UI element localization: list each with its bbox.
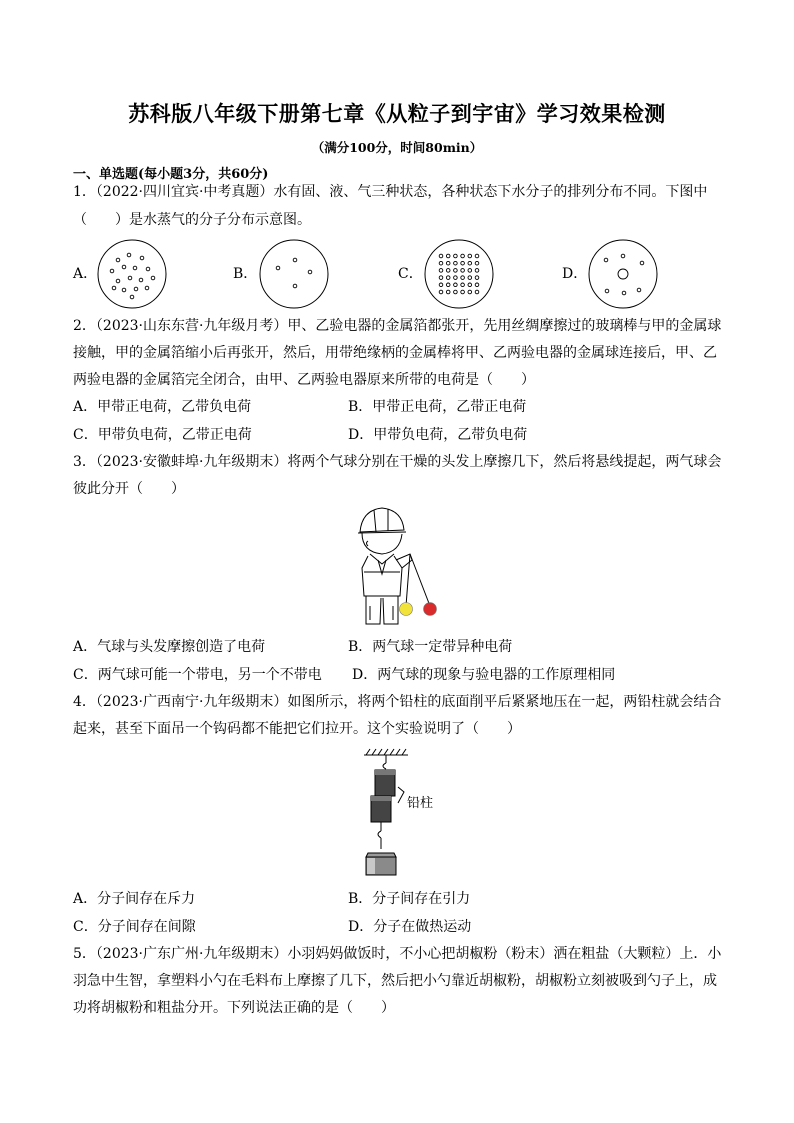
lattice-molecule	[468, 261, 472, 265]
lattice-molecule	[475, 254, 479, 258]
page-subtitle: （满分100分，时间80min）	[311, 140, 483, 155]
q5-stem-line3: 功将胡椒粉和粗盐分开。下列说法正确的是（ ）	[73, 1000, 395, 1016]
lattice-molecule	[468, 290, 472, 294]
q3-option-a: A．气球与头发摩擦创造了电荷	[73, 639, 266, 655]
section-heading: 一、单选题(每小题3分，共60分)	[73, 167, 269, 182]
q2-option-d: D．甲带负电荷，乙带负电荷	[348, 427, 528, 443]
lattice-molecule	[461, 290, 465, 294]
lattice-molecule	[454, 276, 458, 280]
page-title: 苏科版八年级下册第七章《从粒子到宇宙》学习效果检测	[128, 102, 666, 126]
lattice-molecule	[446, 283, 450, 287]
q4-option-b: B．分子间存在引力	[348, 891, 471, 907]
q3-option-b: B．两气球一定带异种电荷	[348, 639, 513, 655]
q2-stem-line3: 两验电器的金属箔完全闭合，由甲、乙两验电器原来所带的电荷是（ ）	[73, 372, 535, 388]
lattice-molecule	[454, 283, 458, 287]
lattice-molecule	[446, 254, 450, 258]
lattice-molecule	[439, 276, 443, 280]
lattice-molecule	[446, 290, 450, 294]
lattice-molecule	[461, 254, 465, 258]
lattice-molecule	[468, 283, 472, 287]
lattice-molecule	[468, 276, 472, 280]
lattice-molecule	[468, 254, 472, 258]
q5-stem-line2: 羽急中生智，拿塑料小勺在毛料布上摩擦了几下，然后把小勺靠近胡椒粉，胡椒粉立刻被吸到勺子上，成	[73, 973, 717, 989]
q1-figure-d-molecules	[587, 238, 659, 310]
lattice-molecule	[461, 283, 465, 287]
q1-option-b-label: B．	[233, 266, 258, 282]
lattice-molecule	[475, 276, 479, 280]
q1-figure-a-liquid-molecules	[96, 238, 168, 310]
q1-option-d-label: D．	[562, 266, 588, 282]
lattice-molecule	[454, 254, 458, 258]
lattice-molecule	[461, 261, 465, 265]
q1-stem-line2: （ ）是水蒸气的分子分布示意图。	[73, 212, 311, 228]
lattice-molecule	[439, 283, 443, 287]
q4-figure-lead-cylinders	[346, 745, 446, 881]
lattice-molecule	[446, 269, 450, 273]
lattice-molecule	[475, 290, 479, 294]
q4-stem-line1: 4．（2023·广西南宁·九年级期末）如图所示，将两个铅柱的底面削平后紧紧地压在一起，两铅柱就会结合	[73, 694, 722, 710]
q2-stem-line2: 接触，甲的金属箔缩小后再张开，然后，用带绝缘柄的金属棒将甲、乙两验电器的金属球连接后，甲、乙	[73, 345, 717, 361]
lattice-molecule	[439, 269, 443, 273]
q1-option-c-label: C．	[398, 266, 423, 282]
q3-stem-line1: 3．（2023·安徽蚌埠·九年级期末）将两个气球分别在干燥的头发上摩擦几下，然后将悬线提起，两气球会	[73, 454, 722, 470]
q2-stem-line1: 2．（2023·山东东营·九年级月考）甲、乙验电器的金属箔都张开，先用丝绸摩擦过的玻璃棒与甲的金属球	[73, 318, 722, 334]
lattice-molecule	[475, 283, 479, 287]
q2-option-c: C．甲带负电荷，乙带正电荷	[73, 427, 252, 443]
lattice-molecule	[454, 269, 458, 273]
q4-figure-label: 铅柱	[407, 796, 434, 811]
lattice-molecule	[475, 269, 479, 273]
lattice-molecule	[439, 261, 443, 265]
q1-option-a-label: A．	[73, 266, 98, 282]
lattice-molecule	[439, 290, 443, 294]
q1-figure-b-gas-molecules	[258, 238, 330, 310]
lattice-molecule	[446, 276, 450, 280]
lattice-molecule	[468, 269, 472, 273]
lattice-molecule	[461, 269, 465, 273]
q4-option-a: A．分子间存在斥力	[73, 891, 196, 907]
lattice-molecule	[446, 261, 450, 265]
lattice-molecule	[454, 290, 458, 294]
q5-stem-line1: 5．（2023·广东广州·九年级期末）小羽妈妈做饭时，不小心把胡椒粉（粉末）洒在粗盐（大颗粒）上．小	[73, 946, 722, 962]
q1-stem-line1: 1．（2022·四川宜宾·中考真题）水有固、液、气三种状态，各种状态下水分子的排列分布不同。下图中	[73, 184, 708, 200]
q4-option-c: C．分子间存在间隙	[73, 919, 196, 935]
lattice-molecule	[461, 276, 465, 280]
lattice-molecule	[454, 261, 458, 265]
q2-option-a: A．甲带正电荷，乙带负电荷	[73, 399, 252, 415]
q3-figure-person-with-balloons	[348, 502, 448, 630]
lattice-molecule	[475, 261, 479, 265]
q1-figure-c-solid-molecules	[423, 238, 495, 310]
q4-option-d: D．分子在做热运动	[348, 919, 472, 935]
q3-option-d: D．两气球的现象与验电器的工作原理相同	[352, 667, 616, 683]
q4-stem-line2: 起来，甚至下面吊一个钩码都不能把它们拉开。这个实验说明了（ ）	[73, 721, 521, 737]
q3-option-c: C．两气球可能一个带电，另一个不带电	[73, 667, 322, 683]
q2-option-b: B．甲带正电荷，乙带正电荷	[348, 399, 527, 415]
q3-stem-line2: 彼此分开（ ）	[73, 481, 185, 497]
lattice-molecule	[439, 254, 443, 258]
